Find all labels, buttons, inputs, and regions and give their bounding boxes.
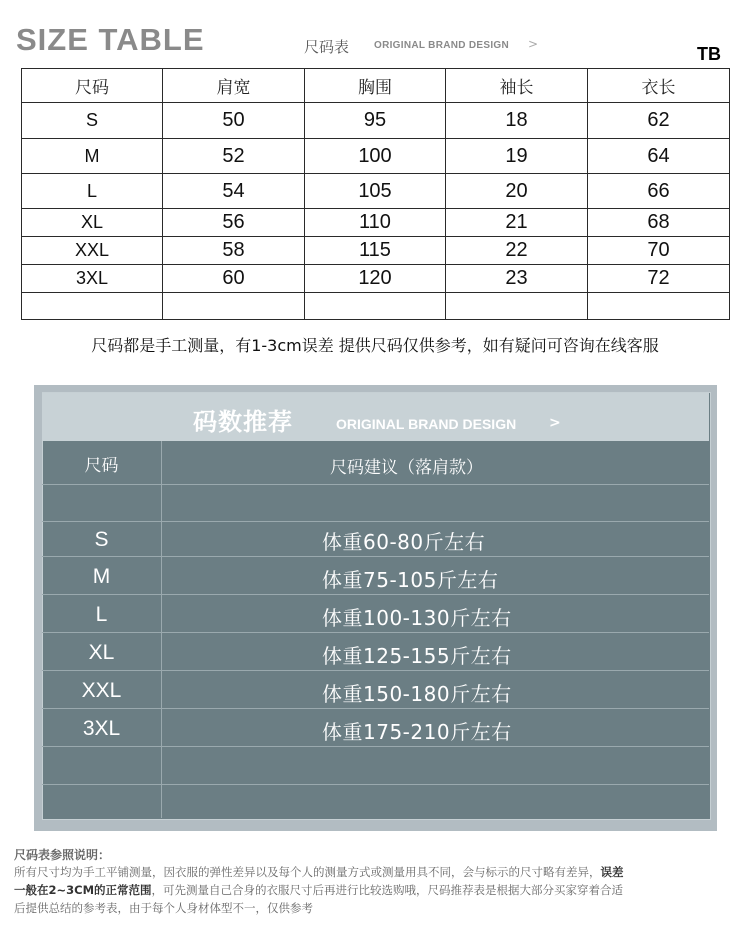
table-cell: L <box>22 174 163 209</box>
footer-line: 后提供总结的参考表，由于每个人身材体型不一，仅供参考 <box>14 901 313 915</box>
table-cell <box>163 293 305 320</box>
footer-line: 一般在2~3CM的正常范围，可先测量自己合身的衣服尺寸后再进行比较选购哦，尺码推荐表是根据大部分买家穿着合适 <box>14 883 624 897</box>
row-divider <box>42 521 709 522</box>
table-cell: 18 <box>446 103 588 139</box>
table-cell: XXL <box>22 237 163 265</box>
rec-weight-advice: 体重150-180斤左右 <box>322 682 512 706</box>
subtitle-en: ORIGINAL BRAND DESIGN <box>374 40 510 51</box>
table-cell: 110 <box>305 209 446 237</box>
col-header: 袖长 <box>446 69 588 103</box>
rec-size-label: XL <box>88 641 115 664</box>
page-title: SIZE TABLE <box>16 22 205 57</box>
table-cell: 22 <box>446 237 588 265</box>
rec-col-size-header: 尺码 <box>84 456 119 476</box>
table-cell: 56 <box>163 209 305 237</box>
row-divider <box>42 746 709 747</box>
table-cell: 54 <box>163 174 305 209</box>
table-row <box>22 237 730 265</box>
table-cell: 58 <box>163 237 305 265</box>
rec-size-label: XXL <box>81 679 122 702</box>
row-divider <box>42 484 709 485</box>
table-cell: XL <box>22 209 163 237</box>
measurement-note: 尺码都是手工测量，有1-3cm误差 提供尺码仅供参考，如有疑问可咨询在线客服 <box>91 336 659 355</box>
rec-col-advice-header: 尺码建议（落肩款） <box>330 458 483 478</box>
rec-weight-advice: 体重60-80斤左右 <box>322 530 486 554</box>
chevron-right-icon: > <box>528 37 539 51</box>
row-divider <box>42 632 709 633</box>
table-cell: 105 <box>305 174 446 209</box>
rec-weight-advice: 体重175-210斤左右 <box>322 720 512 744</box>
table-cell <box>446 293 588 320</box>
rec-weight-advice: 体重125-155斤左右 <box>322 644 512 668</box>
table-cell: 72 <box>588 265 730 293</box>
table-row <box>22 139 730 174</box>
col-header: 肩宽 <box>163 69 305 103</box>
table-cell: 20 <box>446 174 588 209</box>
table-cell <box>305 293 446 320</box>
table-cell: 66 <box>588 174 730 209</box>
table-cell: 3XL <box>22 265 163 293</box>
row-divider <box>42 708 709 709</box>
subtitle-cn: 尺码表 <box>304 38 350 56</box>
rec-size-label: S <box>94 528 109 551</box>
table-cell: 62 <box>588 103 730 139</box>
recommendation-subtitle-en: ORIGINAL BRAND DESIGN <box>336 416 517 432</box>
table-row <box>22 265 730 293</box>
table-cell: 19 <box>446 139 588 174</box>
chevron-right-icon: > <box>549 415 561 431</box>
footer-title: 尺码表参照说明： <box>14 848 111 862</box>
table-cell: 70 <box>588 237 730 265</box>
rec-weight-advice: 体重75-105斤左右 <box>322 568 499 592</box>
table-row <box>22 103 730 139</box>
recommendation-title: 码数推荐 <box>193 408 293 436</box>
table-cell <box>588 293 730 320</box>
col-header: 尺码 <box>22 69 163 103</box>
row-divider <box>42 556 709 557</box>
table-cell: 68 <box>588 209 730 237</box>
table-cell: 120 <box>305 265 446 293</box>
table-row <box>22 209 730 237</box>
table-cell: M <box>22 139 163 174</box>
table-cell <box>22 293 163 320</box>
table-cell: 95 <box>305 103 446 139</box>
row-divider <box>42 784 709 785</box>
table-cell: 21 <box>446 209 588 237</box>
table-cell: 115 <box>305 237 446 265</box>
row-divider <box>42 670 709 671</box>
rec-weight-advice: 体重100-130斤左右 <box>322 606 512 630</box>
table-cell: S <box>22 103 163 139</box>
table-row-empty <box>22 293 730 320</box>
column-divider <box>161 441 162 818</box>
table-cell: 50 <box>163 103 305 139</box>
table-cell: 60 <box>163 265 305 293</box>
tb-tag: TB <box>697 44 721 64</box>
row-divider <box>42 594 709 595</box>
col-header: 衣长 <box>588 69 730 103</box>
rec-size-label: M <box>92 565 111 588</box>
size-table-header <box>22 69 730 103</box>
footer-line: 所有尺寸均为手工平铺测量，因衣服的弹性差异以及每个人的测量方式或测量用具不同，会与标示的尺寸略有差异，误差 <box>14 865 624 879</box>
table-cell: 100 <box>305 139 446 174</box>
rec-size-label: L <box>95 603 108 626</box>
col-header: 胸围 <box>305 69 446 103</box>
table-cell: 52 <box>163 139 305 174</box>
rec-size-label: 3XL <box>82 717 121 740</box>
footer-explanation <box>14 863 738 917</box>
table-row <box>22 174 730 209</box>
table-cell: 23 <box>446 265 588 293</box>
table-cell: 64 <box>588 139 730 174</box>
size-table <box>21 68 730 320</box>
